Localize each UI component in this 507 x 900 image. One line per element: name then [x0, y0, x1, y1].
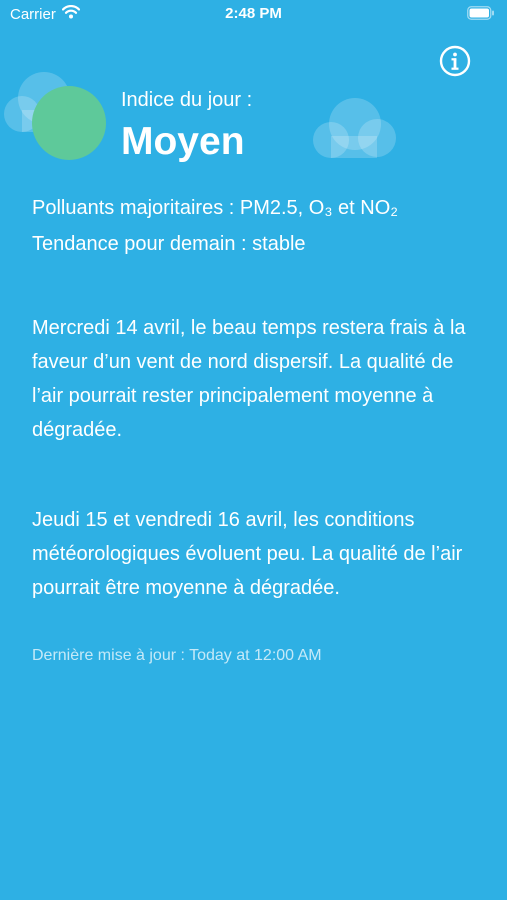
info-icon: [438, 44, 472, 78]
status-time: 2:48 PM: [225, 5, 282, 22]
index-label: Indice du jour :: [121, 89, 253, 111]
forecast-paragraph-next-days: Jeudi 15 et vendredi 16 avril, les conditions météorologiques évoluent peu. La qualité de l’air pourrait être moyenne à dégradée.: [32, 509, 463, 599]
air-quality-indicator: [32, 86, 106, 160]
last-update-text: Dernière mise à jour : Today at 12:00 AM: [32, 647, 322, 664]
forecast-paragraph-today: Mercredi 14 avril, le beau temps restera frais à la faveur d’un vent de nord dispersif. La qualité de l’air pourrait rester principalement moyenne à dégradée.: [32, 317, 466, 441]
cloud-decoration-icon: [309, 96, 399, 163]
info-button[interactable]: [438, 44, 472, 78]
pollutants-text: Polluants majoritaires : PM2.5, O₃ et NO₂: [32, 197, 399, 219]
index-value: Moyen: [121, 120, 245, 163]
carrier-label: Carrier: [10, 5, 56, 23]
status-bar: [0, 0, 507, 28]
trend-text: Tendance pour demain : stable: [32, 233, 306, 255]
battery-icon: [467, 6, 495, 24]
